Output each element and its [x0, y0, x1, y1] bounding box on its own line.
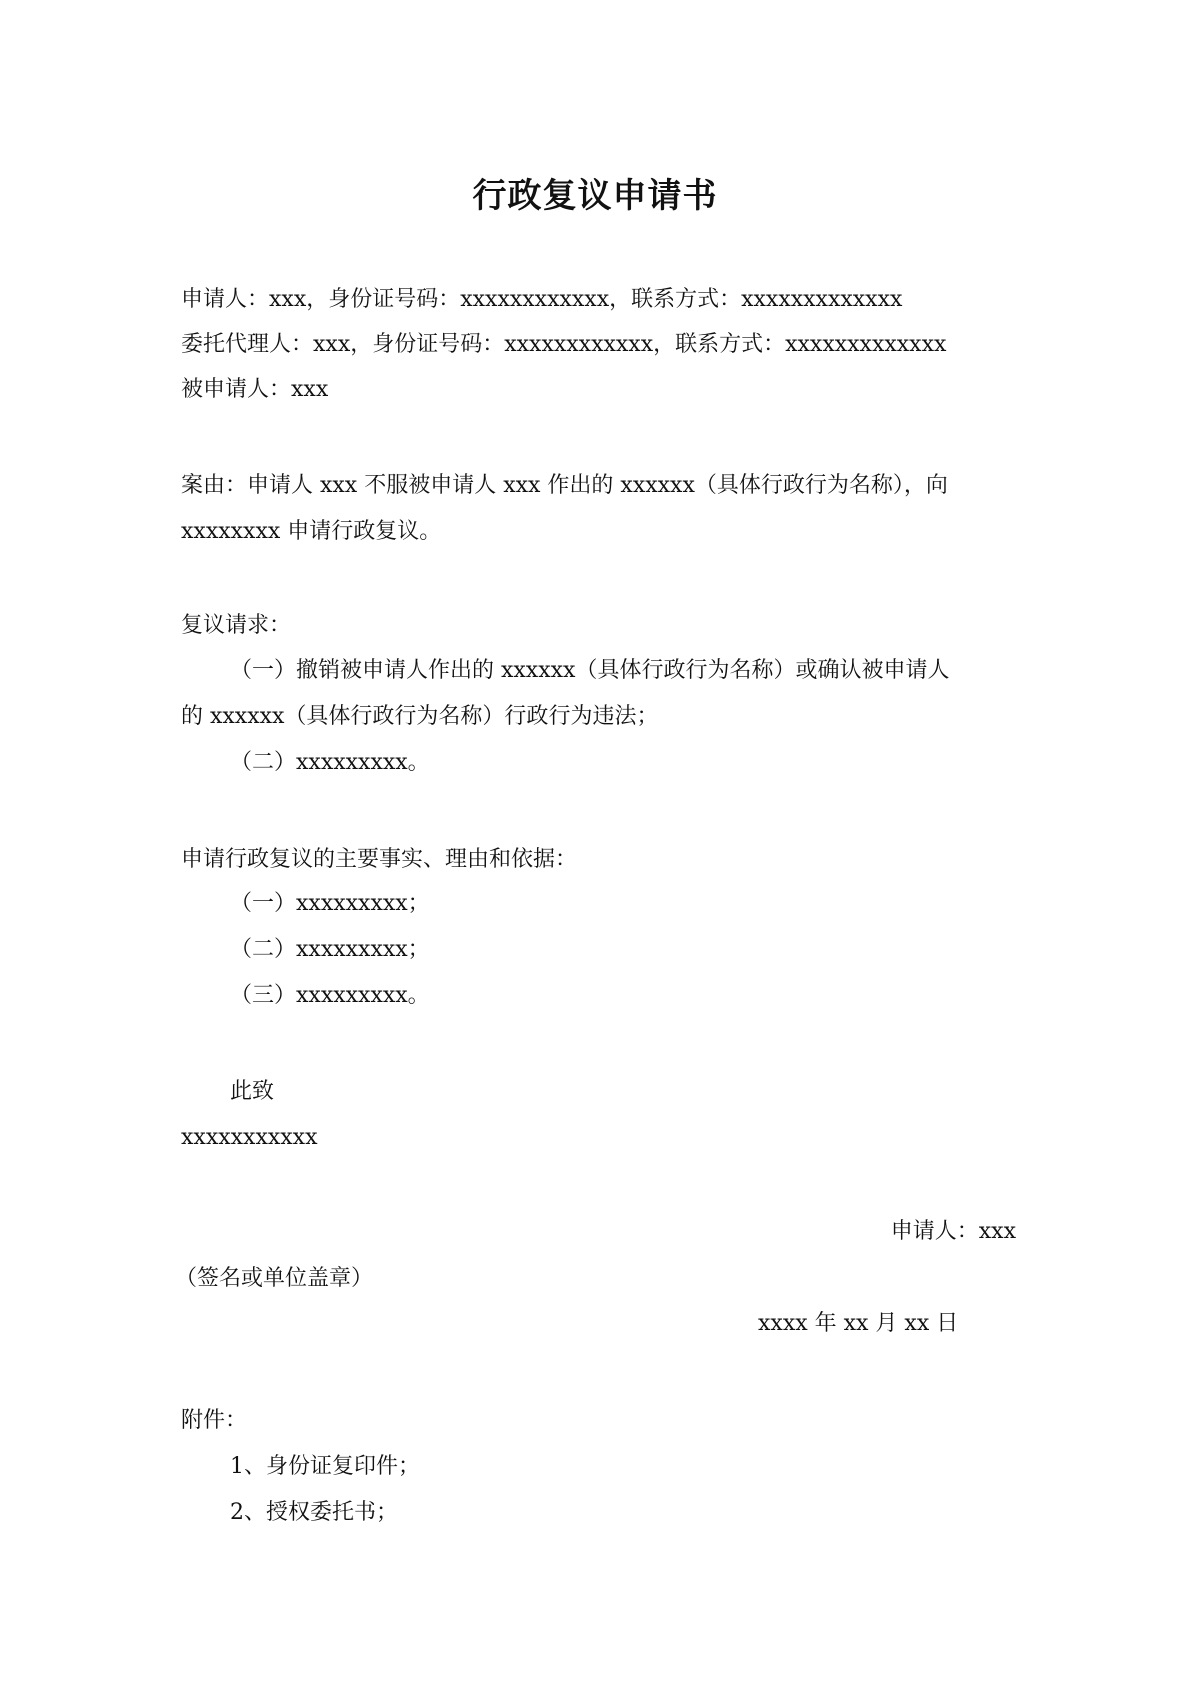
- signature-applicant: 申请人：xxx: [890, 1219, 1016, 1244]
- closing-salutation: 此致: [230, 1079, 275, 1104]
- facts-heading: 申请行政复议的主要事实、理由和依据：: [181, 847, 578, 872]
- attachment-item-2: 2、授权委托书；: [230, 1500, 398, 1525]
- attachment-item-1: 1、身份证复印件；: [230, 1454, 420, 1479]
- facts-item-3: （三）xxxxxxxxx。: [230, 983, 430, 1008]
- respondent-line: 被申请人：xxx: [181, 377, 329, 402]
- request-item-2: （二）xxxxxxxxx。: [230, 750, 430, 775]
- signature-date: xxxx 年 xx 月 xx 日: [758, 1311, 959, 1336]
- requests-heading: 复议请求：: [181, 613, 292, 638]
- request-item-1-line-1: （一）撤销被申请人作出的 xxxxxx（具体行政行为名称）或确认被申请人: [230, 658, 950, 683]
- facts-item-2: （二）xxxxxxxxx；: [230, 937, 430, 962]
- applicant-line: 申请人：xxx，身份证号码：xxxxxxxxxxxx，联系方式：xxxxxxxxxxxxx: [181, 287, 903, 312]
- closing-recipient: xxxxxxxxxxx: [181, 1125, 318, 1150]
- request-item-1-line-2: 的 xxxxxx（具体行政行为名称）行政行为违法；: [181, 704, 659, 729]
- cause-line-2: xxxxxxxx 申请行政复议。: [181, 519, 442, 544]
- signature-note: （签名或单位盖章）: [175, 1266, 374, 1291]
- document-title: 行政复议申请书: [472, 176, 718, 216]
- facts-item-1: （一）xxxxxxxxx；: [230, 891, 430, 916]
- attachments-heading: 附件：: [181, 1408, 248, 1433]
- agent-line: 委托代理人：xxx，身份证号码：xxxxxxxxxxxx，联系方式：xxxxxxxxxxxxx: [181, 332, 947, 357]
- cause-line-1: 案由：申请人 xxx 不服被申请人 xxx 作出的 xxxxxx（具体行政行为名称），向: [181, 473, 948, 498]
